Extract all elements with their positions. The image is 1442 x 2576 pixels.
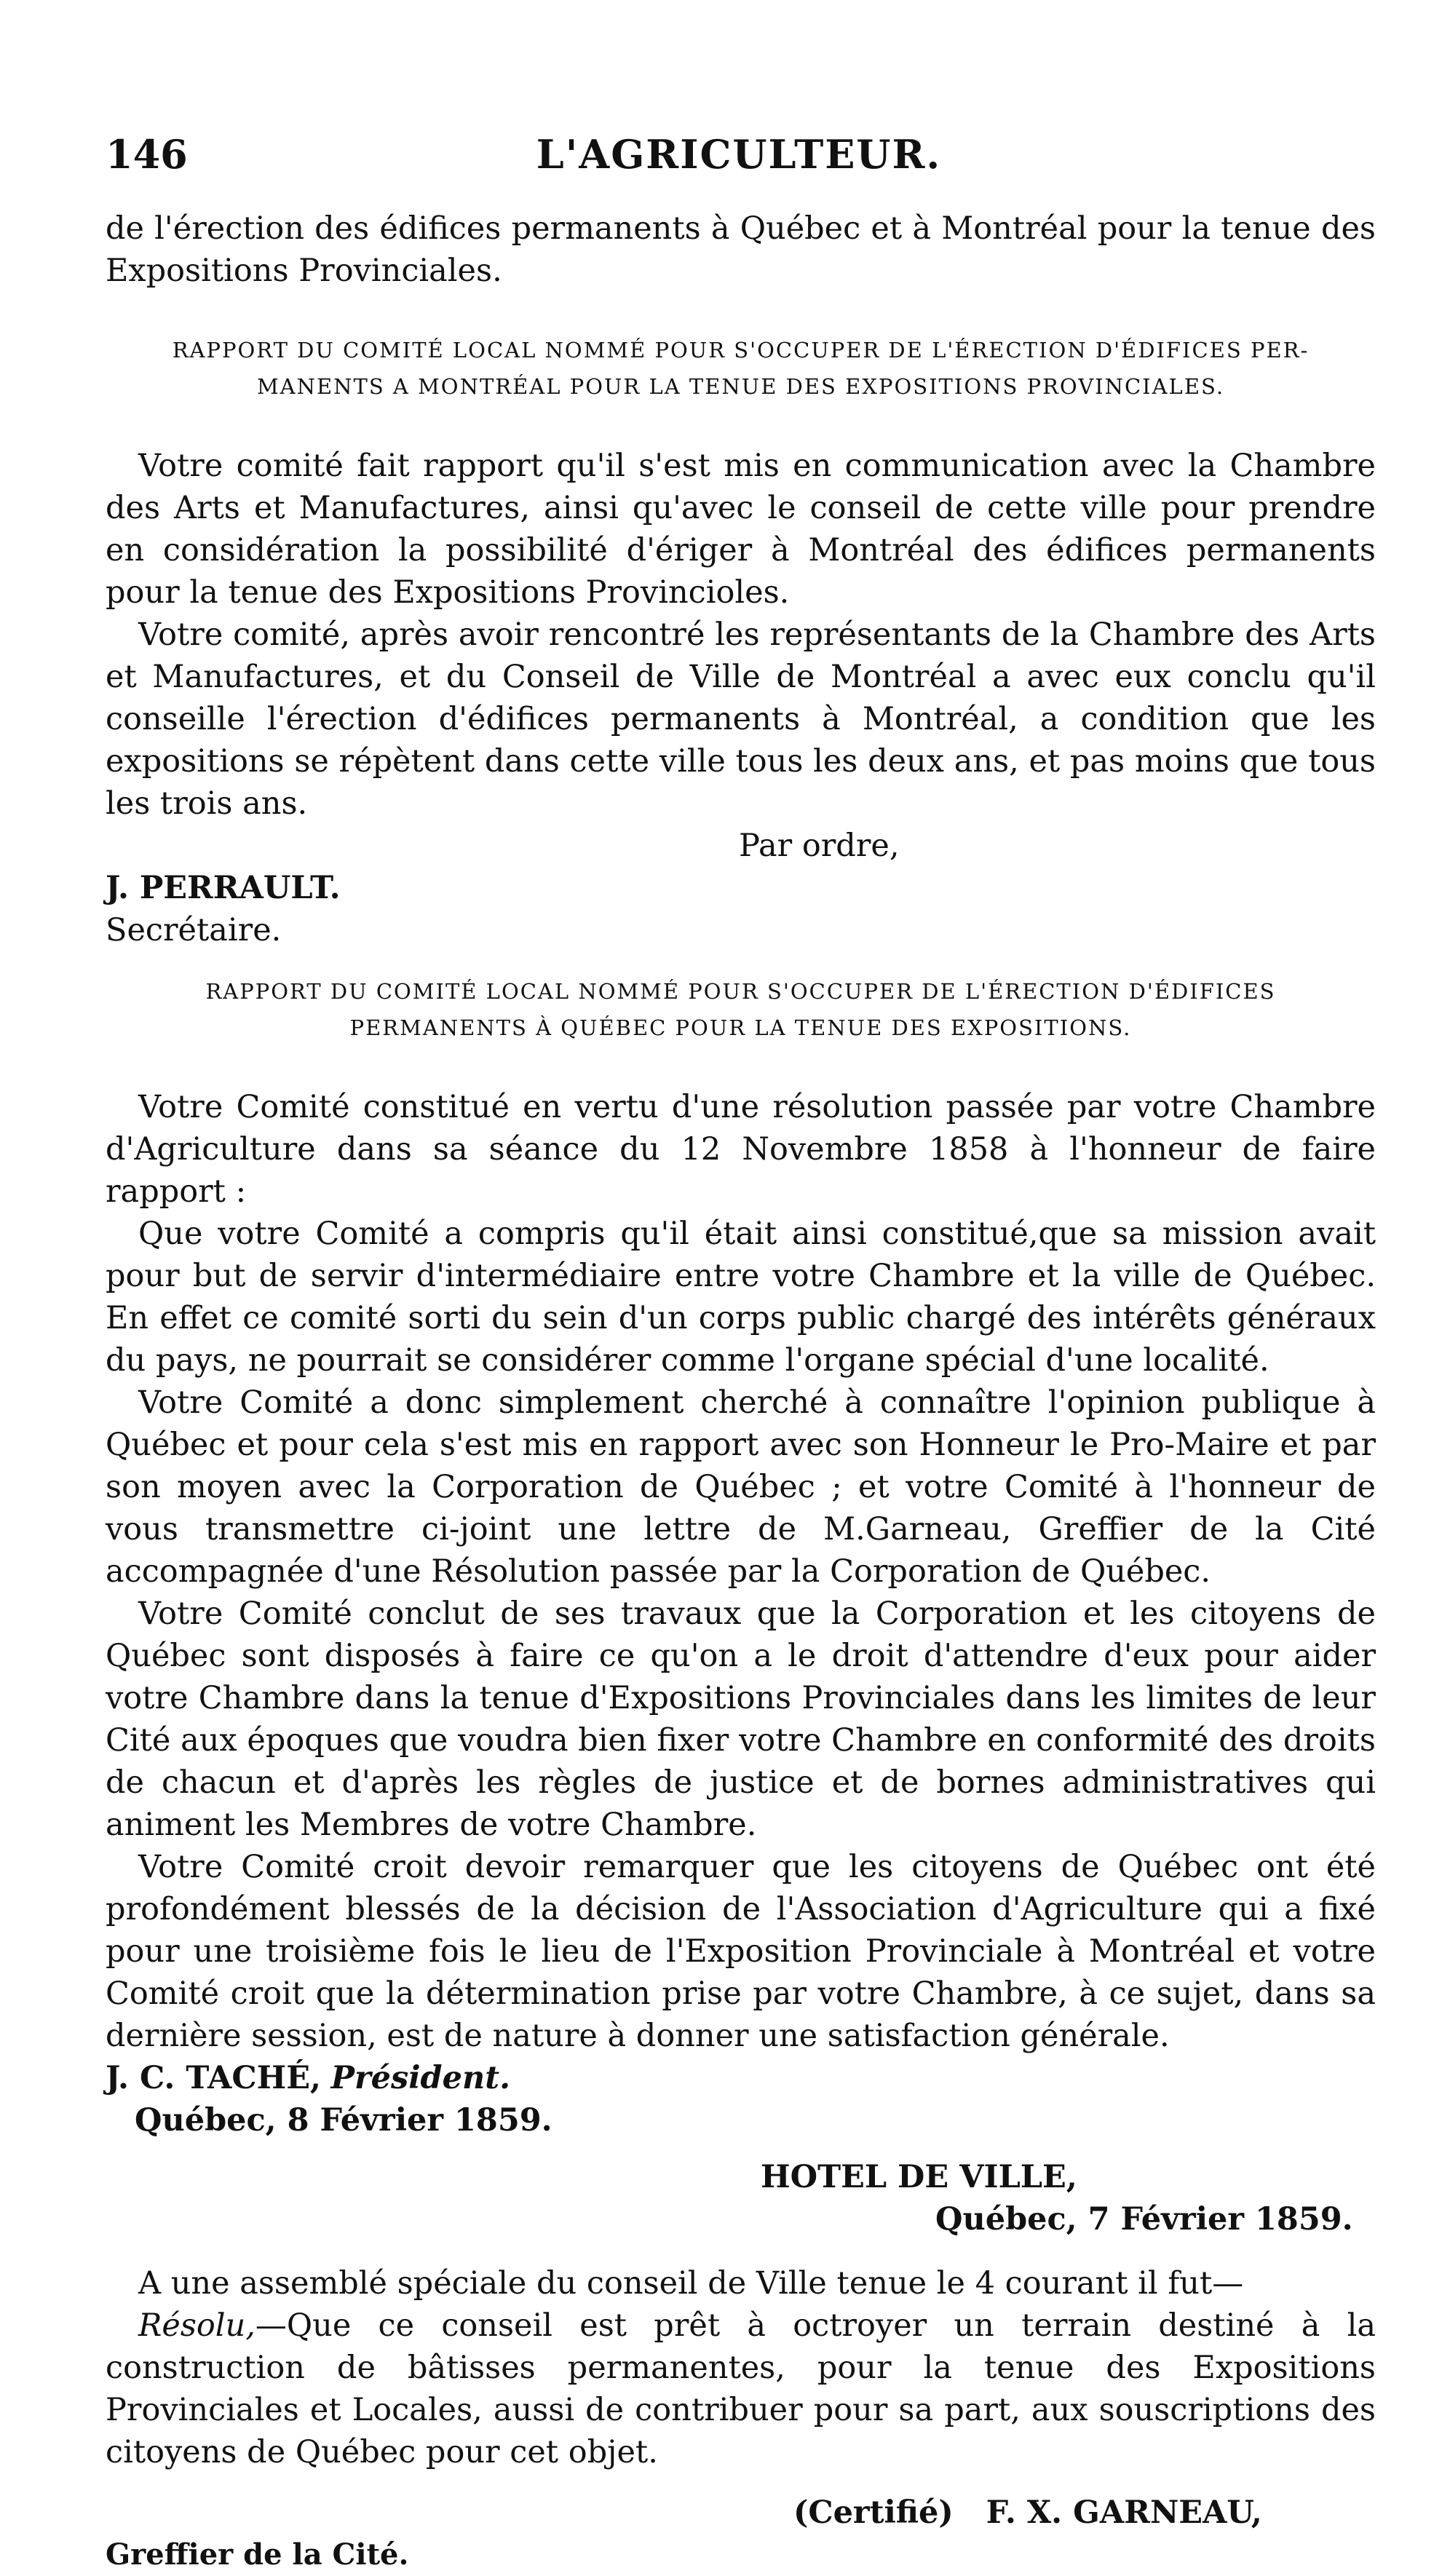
report1-paragraph-1: Votre comité fait rapport qu'il s'est mis en communication avec la Chambre des Arts et Manufactures, ainsi qu'avec le conseil de cette ville pour prendre en considération la possibilité d'ériger à Montréal des édifices permanents pour la tenue des Expositions Provincioles. (106, 448, 1376, 611)
report2-paragraph-3: Votre Comité a donc simplement cherché à connaître l'opinion publique à Québec et pour cela s'est mis en rapport avec son Honneur le Pro-Maire et par son moyen avec la Corporation de Québec ; et votre Comité à l'honneur de vous transmettre ci-joint une lettre de M.Garneau, Greffier de la Cité accompagnée d'une Résolution passée par la Corporation de Québec. (106, 1384, 1376, 1590)
report2-heading-line-2: PERMANENTS À QUÉBEC POUR LA TENUE DES EXPOSITIONS. (349, 1015, 1132, 1040)
letter-paragraph-1: A une assemblé spéciale du conseil de Ville tenue le 4 courant il fut— (138, 2265, 1244, 2302)
letter-certification (106, 2492, 1376, 2534)
report1-heading-line-2: MANENTS A MONTRÉAL POUR LA TENUE DES EXPOSITIONS PROVINCIALES. (256, 374, 1225, 399)
report1-signer-title: Secrétaire. (106, 912, 282, 948)
report1-order: Par ordre, (739, 828, 900, 864)
letter-signer: F. X. GARNEAU, (986, 2494, 1262, 2531)
report1-signer: J. PERRAULT. (106, 870, 341, 906)
running-title: L'AGRICULTEUR. (536, 131, 942, 178)
resolution-text: —Que ce conseil est prêt à octroyer un terrain destiné à la construction de bâtisses permanentes, pour la tenue des Expositions Provinciales et Locales, aussi de contribuer pour sa part, aux souscriptions des citoyens de Québec pour cet objet. (106, 2307, 1376, 2470)
report2-paragraph-5: Votre Comité croit devoir remarquer que les citoyens de Québec ont été profondément blessés de la décision de l'Association d'Agriculture qui a fixé pour une troisième fois le lieu de l'Exposition Provinciale à Montréal et votre Comité croit que la détermination prise par votre Chambre, à ce sujet, dans sa dernière session, est de nature à donner une satisfaction générale. (106, 1849, 1376, 2054)
report2-signer-name: J. C. TACHÉ, (106, 2060, 321, 2096)
certified-label: (Certifié) (793, 2494, 954, 2531)
report2-heading-line-1: RAPPORT DU COMITÉ LOCAL NOMMÉ POUR S'OCCUPER DE L'ÉRECTION D'ÉDIFICES (205, 979, 1276, 1004)
intro-line-2: Expositions Provinciales. (106, 253, 502, 289)
letter-paragraph-2 (106, 2304, 1376, 2473)
report2-signer-title: Président. (330, 2060, 511, 2096)
report2-signature (106, 2057, 1376, 2099)
intro-line-1: de l'érection des édifices permanents à Québec et à Montréal pour la tenue des (106, 210, 1376, 247)
report2-heading (106, 973, 1376, 1046)
report1-heading-line-1: RAPPORT DU COMITÉ LOCAL NOMMÉ POUR S'OCCUPER DE L'ÉRECTION D'ÉDIFICES PER- (172, 338, 1310, 362)
report1-paragraph-2: Votre comité, après avoir rencontré les représentants de la Chambre des Arts et Manufactures, et du Conseil de Ville de Montréal a avec eux conclu qu'il conseille l'érection d'édifices permanents à Montréal, a condition que les expositions se répètent dans cette ville tous les deux ans, et pas moins que tous les trois ans. (106, 617, 1376, 822)
report2-paragraph-4: Votre Comité conclut de ses travaux que la Corporation et les citoyens de Québec sont disposés à faire ce qu'on a le droit d'attendre d'eux pour aider votre Chambre dans la tenue d'Expositions Provinciales dans les limites de leur Cité aux époques que voudra bien fixer votre Chambre en conformité des droits de chacun et d'après les règles de justice et de bornes administratives qui animent les Membres de votre Chambre. (106, 1596, 1376, 1843)
page-header (106, 131, 1372, 197)
report2-paragraph-2: Que votre Comité a compris qu'il était ainsi constitué,que sa mission avait pour but de servir d'intermédiaire entre votre Chambre et la ville de Québec. En effet ce comité sorti du sein d'un corps public chargé des intérêts généraux du pays, ne pourrait se considérer comme l'organe spécial d'une localité. (106, 1216, 1376, 1379)
letter-signer-title: Greffier de la Cité. (106, 2537, 409, 2572)
page-content (106, 207, 1376, 2576)
letter-place: HOTEL DE VILLE, (761, 2159, 1077, 2195)
report1-heading (106, 332, 1376, 405)
resolu-label: Résolu, (138, 2307, 255, 2344)
report2-date: Québec, 8 Février 1859. (135, 2102, 552, 2139)
page-number: 146 (106, 131, 188, 178)
report2-paragraph-1: Votre Comité constitué en vertu d'une résolution passée par votre Chambre d'Agriculture dans sa séance du 12 Novembre 1858 à l'honneur de faire rapport : (106, 1089, 1376, 1210)
letter-date: Québec, 7 Février 1859. (935, 2201, 1353, 2238)
